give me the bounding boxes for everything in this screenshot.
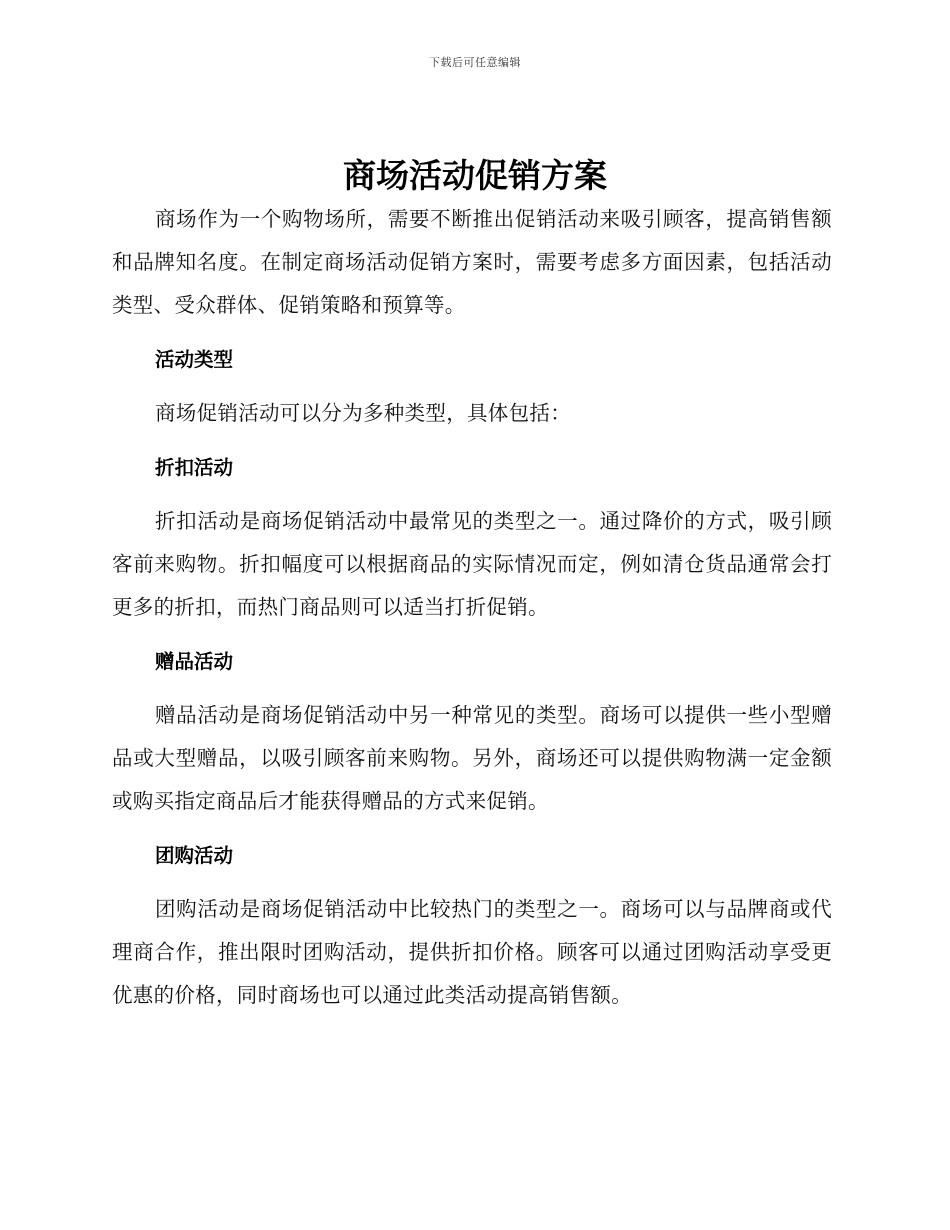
- section-paragraph-gift: 赠品活动是商场促销活动中另一种常见的类型。商场可以提供一些小型赠品或大型赠品，以吸引顾客前来购物。另外，商场还可以提供购物满一定金额或购买指定商品后才能获得赠品的方式来促销。: [112, 703, 832, 813]
- section-heading-gift: 赠品活动: [155, 650, 234, 673]
- section-heading-discount: 折扣活动: [155, 456, 234, 479]
- section-paragraph-group-buy: 团购活动是商场促销活动中比较热门的类型之一。商场可以与品牌商或代理商合作，推出限时团购活动，提供折扣价格。顾客可以通过团购活动享受更优惠的价格，同时商场也可以通过此类活动提高销售额。: [112, 897, 832, 1007]
- section-heading-group-buy: 团购活动: [155, 844, 234, 867]
- intro-paragraph: 商场作为一个购物场所，需要不断推出促销活动来吸引顾客，提高销售额和品牌知名度。在制定商场活动促销方案时，需要考虑多方面因素，包括活动类型、受众群体、促销策略和预算等。: [112, 207, 832, 317]
- section-heading-activity-types: 活动类型: [155, 348, 234, 371]
- document-title: 商场活动促销方案: [343, 156, 607, 195]
- document-body: [112, 198, 832, 1017]
- section-paragraph-activity-types: 商场促销活动可以分为多种类型，具体包括：: [155, 401, 571, 425]
- page-header-note: 下载后可任意编辑: [429, 56, 521, 69]
- section-paragraph-discount: 折扣活动是商场促销活动中最常见的类型之一。通过降价的方式，吸引顾客前来购物。折扣幅度可以根据商品的实际情况而定，例如清仓货品通常会打更多的折扣，而热门商品则可以适当打折促销。: [112, 509, 832, 619]
